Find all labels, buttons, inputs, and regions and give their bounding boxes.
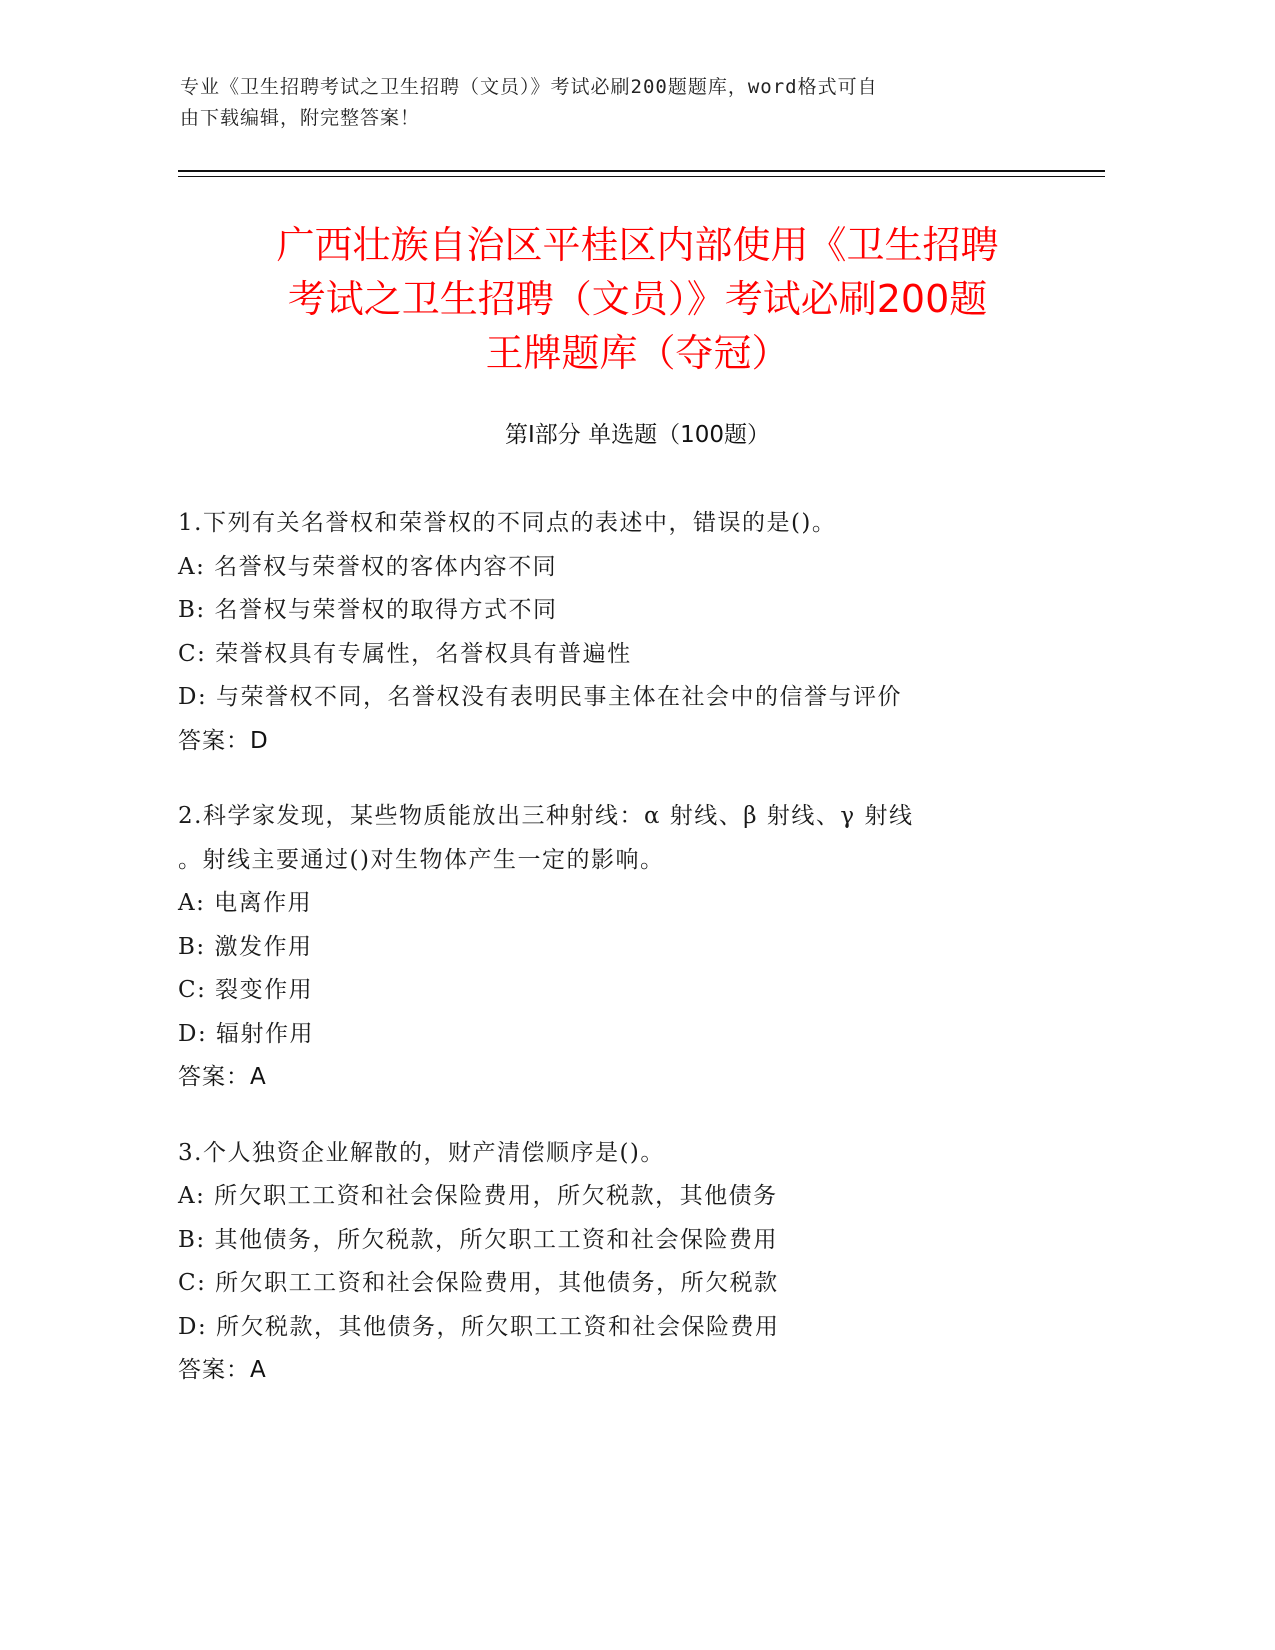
question-stem-continued: 。射线主要通过()对生物体产生一定的影响。 (178, 846, 665, 873)
title-line-1: 广西壮族自治区平桂区内部使用《卫生招聘 (276, 223, 999, 267)
option-d: D: 辐射作用 (178, 1020, 315, 1047)
answer: 答案：D (178, 727, 269, 754)
option-b: B: 名誉权与荣誉权的取得方式不同 (178, 597, 558, 623)
option-d: D: 所欠税款，其他债务，所欠职工工资和社会保险费用 (178, 1313, 780, 1340)
title-line-2: 考试之卫生招聘（文员）》考试必刷200题 (287, 277, 988, 321)
intro-line-2: 由下载编辑，附完整答案！ (180, 107, 421, 129)
option-a: A: 所欠职工工资和社会保险费用，所欠税款，其他债务 (178, 1183, 778, 1209)
question-stem: 1.下列有关名誉权和荣誉权的不同点的表述中，错误的是()。 (178, 510, 837, 536)
option-a: A: 电离作用 (178, 890, 313, 916)
intro-text (180, 72, 1030, 134)
document-title (160, 218, 1115, 380)
option-c: C: 裂变作用 (178, 977, 314, 1003)
answer: 答案：A (178, 1357, 267, 1383)
header-divider-thin (178, 176, 1105, 177)
option-d: D: 与荣誉权不同，名誉权没有表明民事主体在社会中的信誉与评价 (178, 684, 903, 710)
section-title: 第Ⅰ部分 单选题（100题） (505, 422, 770, 448)
option-c: C: 荣誉权具有专属性，名誉权具有普遍性 (178, 640, 632, 667)
answer: 答案：A (178, 1064, 267, 1090)
option-b: B: 激发作用 (178, 933, 313, 960)
option-a: A: 名誉权与荣誉权的客体内容不同 (178, 553, 558, 580)
question-stem: 3.个人独资企业解散的，财产清偿顺序是()。 (178, 1139, 665, 1166)
question-stem: 2.科学家发现，某些物质能放出三种射线：α 射线、β 射线、γ 射线 (178, 803, 914, 829)
option-c: C: 所欠职工工资和社会保险费用，其他债务，所欠税款 (178, 1270, 779, 1296)
question-list (178, 502, 1078, 1425)
intro-line-1: 专业《卫生招聘考试之卫生招聘（文员）》考试必刷200题题库，word格式可自 (180, 76, 878, 98)
question-2 (178, 795, 1078, 1100)
question-3 (178, 1132, 1078, 1393)
header-divider-thick (178, 170, 1105, 172)
option-b: B: 其他债务，所欠税款，所欠职工工资和社会保险费用 (178, 1226, 778, 1253)
title-line-3: 王牌题库（夺冠） (485, 331, 790, 375)
question-1 (178, 502, 1078, 763)
